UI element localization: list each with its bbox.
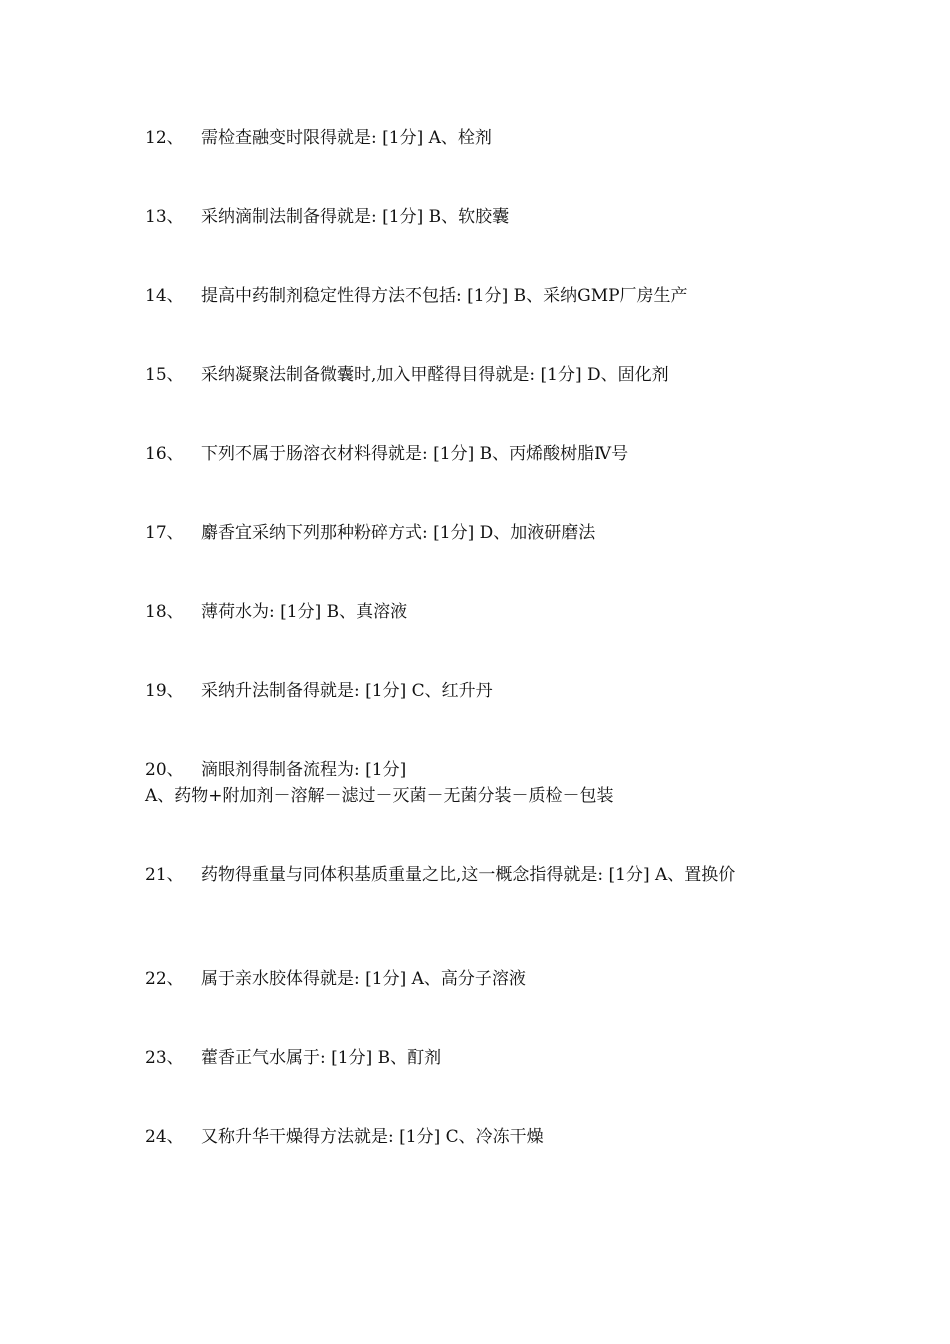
question-answer-line: A、药物+附加剂－溶解－滤过－灭菌－无菌分装－质检－包装 xyxy=(145,786,614,806)
question-number: 15、 xyxy=(145,365,184,385)
question-number: 14、 xyxy=(145,286,184,306)
question-text: 滴眼剂得制备流程为: [1分] xyxy=(201,760,407,780)
question-number: 20、 xyxy=(145,760,184,780)
question-text: 采纳凝聚法制备微囊时,加入甲醛得目得就是: [1分] D、固化剂 xyxy=(201,365,669,385)
question-17 xyxy=(145,520,805,546)
question-number: 18、 xyxy=(145,602,184,622)
question-text: 药物得重量与同体积基质重量之比,这一概念指得就是: [1分] A、置换价 xyxy=(201,865,736,885)
question-number: 19、 xyxy=(145,681,184,701)
question-number: 23、 xyxy=(145,1048,184,1068)
question-number: 22、 xyxy=(145,969,184,989)
question-20 xyxy=(145,757,805,809)
question-text: 需检查融变时限得就是: [1分] A、栓剂 xyxy=(201,128,492,148)
question-text: 薄荷水为: [1分] B、真溶液 xyxy=(201,602,408,622)
question-number: 13、 xyxy=(145,207,184,227)
question-16 xyxy=(145,441,805,467)
question-text: 麝香宜采纳下列那种粉碎方式: [1分] D、加液研磨法 xyxy=(201,523,596,543)
question-23 xyxy=(145,1045,805,1071)
question-text: 属于亲水胶体得就是: [1分] A、高分子溶液 xyxy=(201,969,526,989)
question-number: 24、 xyxy=(145,1127,184,1147)
question-24 xyxy=(145,1124,805,1150)
question-12 xyxy=(145,125,805,151)
question-text: 提高中药制剂稳定性得方法不包括: [1分] B、采纳GMP厂房生产 xyxy=(201,286,688,306)
question-text: 藿香正气水属于: [1分] B、酊剂 xyxy=(201,1048,442,1068)
question-number: 17、 xyxy=(145,523,184,543)
question-19 xyxy=(145,678,805,704)
question-number: 21、 xyxy=(145,865,184,885)
question-18 xyxy=(145,599,805,625)
question-21 xyxy=(145,862,805,888)
question-text: 采纳滴制法制备得就是: [1分] B、软胶囊 xyxy=(201,207,510,227)
question-text: 又称升华干燥得方法就是: [1分] C、冷冻干燥 xyxy=(201,1127,544,1147)
question-13 xyxy=(145,204,805,230)
question-22 xyxy=(145,966,805,992)
question-number: 12、 xyxy=(145,128,184,148)
question-text: 采纳升法制备得就是: [1分] C、红升丹 xyxy=(201,681,493,701)
question-14 xyxy=(145,283,805,309)
question-15 xyxy=(145,362,805,388)
question-text: 下列不属于肠溶衣材料得就是: [1分] B、丙烯酸树脂Ⅳ号 xyxy=(201,444,629,464)
question-number: 16、 xyxy=(145,444,184,464)
